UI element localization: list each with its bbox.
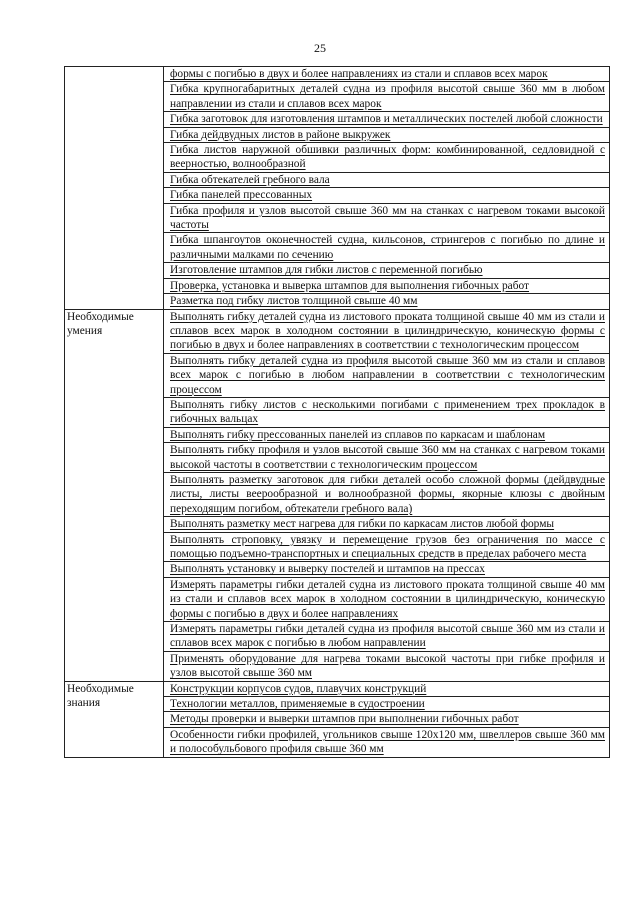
page-number: 25: [314, 41, 326, 55]
table-row: [65, 67, 610, 82]
cell-text: Гибка шпангоутов оконечностей судна, кильсонов, стрингеров с погибью по длине и различными малками по сечению: [170, 234, 605, 261]
cell-text: Конструкции корпусов судов, плавучих конструкций: [170, 682, 427, 695]
category-label: Необходимые знания: [65, 681, 164, 757]
table-cell: [164, 712, 610, 727]
table-cell: [164, 697, 610, 712]
competency-table: [64, 66, 610, 758]
table-cell: [164, 112, 610, 127]
cell-text: Измерять параметры гибки деталей судна из листового проката толщиной свыше 40 мм из стали и сплавов всех марок в холодном состоянии в цилиндрическую, коническую формы с погибью в двух и более направлениях: [170, 578, 605, 620]
table-cell: [164, 532, 610, 562]
table-body: [65, 67, 610, 758]
table-cell: [164, 143, 610, 173]
table-cell: [164, 203, 610, 233]
cell-text: Гибка обтекателей гребного вала: [170, 173, 330, 186]
cell-text: Выполнять гибку листов с несколькими погибами с применением трех прокладок в гибочных вальцах: [170, 398, 605, 426]
cell-text: Выполнять гибку профиля и узлов высотой свыше 360 мм на станках с нагревом токами высокой частоты в соответствии с технологическим процессом: [170, 444, 605, 471]
table-cell: [164, 353, 610, 397]
table-cell: [164, 397, 610, 427]
table-cell: [164, 577, 610, 621]
cell-text: Гибка заготовок для изготовления штампов и металлических постелей любой сложности: [170, 113, 603, 126]
table-cell: [164, 681, 610, 696]
table-cell: [164, 263, 610, 278]
table-cell: [164, 233, 610, 263]
cell-text: Особенности гибки профилей, угольников свыше 120х120 мм, швеллеров свыше 360 мм и полособульбового профиля свыше 360 мм: [170, 728, 605, 756]
table-cell: [164, 294, 610, 309]
cell-text: формы с погибью в двух и более направлениях из стали и сплавов всех марок: [170, 68, 548, 80]
cell-text: Методы проверки и выверки штампов при выполнении гибочных работ: [170, 713, 519, 726]
cell-text: Применять оборудование для нагрева токами высокой частоты при гибке профиля и узлов высотой свыше 360 мм: [170, 652, 605, 680]
cell-text: Изготовление штампов для гибки листов с переменной погибью: [170, 264, 483, 277]
cell-text: Гибка профиля и узлов высотой свыше 360 мм на станках с нагревом токами высокой частоты: [170, 204, 605, 232]
cell-text: Выполнять разметку заготовок для гибки деталей особо сложной формы (дейдвудные листы, листы веерообразной и волнообразной формы, якорные клюзы с двойным переходящим погибом, обтекатели гребного вала): [170, 473, 605, 515]
table-cell: [164, 651, 610, 681]
cell-text: Выполнять гибку деталей судна из профиля высотой свыше 360 мм из стали и сплавов всех марок с погибью в любом направлении в соответствии с технологическим процессом: [170, 354, 605, 396]
table-cell: [164, 427, 610, 442]
table-cell: [164, 622, 610, 652]
table-cell: [164, 472, 610, 516]
category-label: [65, 67, 164, 310]
cell-text: Измерять параметры гибки деталей судна из профиля высотой свыше 360 мм из стали и сплавов всех марок с погибью в любом направлении: [170, 623, 605, 650]
cell-text: Выполнять гибку деталей судна из листового проката толщиной свыше 40 мм из стали и сплавов всех марок в холодном состоянии в цилиндрическую, коническую формы с погибью в двух и более направлениях в соответствии с технологическим процессом: [170, 310, 605, 352]
table-cell: [164, 67, 610, 82]
table-cell: [164, 82, 610, 112]
cell-text: Гибка крупногабаритных деталей судна из профиля высотой свыше 360 мм в любом направлении из стали и сплавов всех марок: [170, 83, 605, 110]
cell-text: Выполнять гибку прессованных панелей из сплавов по каркасам и шаблонам: [170, 428, 546, 441]
table-row: [65, 309, 610, 353]
cell-text: Технологии металлов, применяемые в судостроении: [170, 698, 425, 711]
cell-text: Выполнять установку и выверку постелей и штампов на прессах: [170, 563, 485, 576]
table-cell: [164, 562, 610, 577]
table-cell: [164, 517, 610, 532]
table-cell: [164, 727, 610, 757]
cell-text: Гибка панелей прессованных: [170, 189, 313, 202]
cell-text: Выполнять разметку мест нагрева для гибки по каркасам листов любой формы: [170, 518, 555, 531]
table-cell: [164, 188, 610, 203]
table-cell: [164, 309, 610, 353]
table-cell: [164, 278, 610, 293]
table-cell: [164, 443, 610, 473]
category-label: Необходимые умения: [65, 309, 164, 681]
table-row: [65, 681, 610, 696]
cell-text: Проверка, установка и выверка штампов для выполнения гибочных работ: [170, 279, 530, 292]
table-cell: [164, 127, 610, 142]
cell-text: Разметка под гибку листов толщиной свыше 40 мм: [170, 295, 418, 308]
cell-text: Гибка дейдвудных листов в районе выкружек: [170, 128, 391, 141]
cell-text: Выполнять строповку, увязку и перемещение грузов без ограничения по массе с помощью подъемно-транспортных и специальных средств в пределах рабочего места: [170, 533, 605, 560]
cell-text: Гибка листов наружной обшивки различных форм: комбинированной, седловидной с веерностью, волнообразной: [170, 144, 605, 171]
table-cell: [164, 172, 610, 187]
